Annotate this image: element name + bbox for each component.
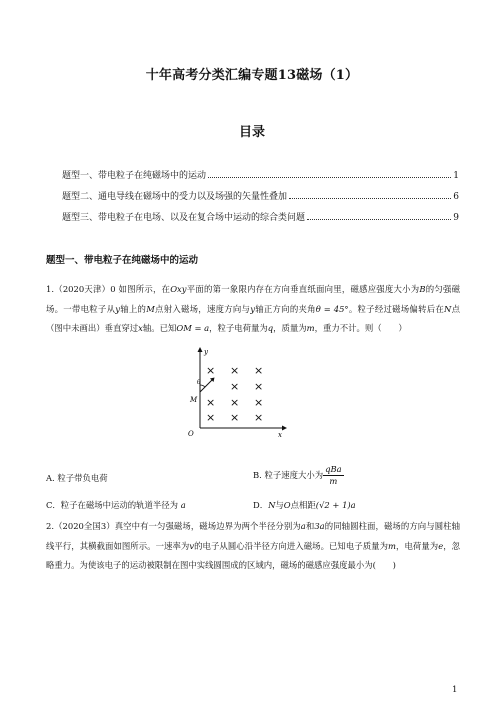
magnetic-field-figure	[170, 340, 300, 445]
theta-label: θ	[197, 379, 201, 386]
x-axis-arrow	[282, 426, 287, 431]
toc-item[interactable]	[62, 202, 459, 223]
question-2-text: 2.（2020全国3）真空中有一匀强磁场，磁场边界为两个半径分别为a和3a的同轴圆柱面，磁场的方向与圆柱轴线平行，其横截面如图所示。一速率为v的电子从圆心沿半径方向进入磁场。已知电子质量为m，电荷量为e，忽略重力。为使该电子的运动被限制在图中实线圆围成的区域内，磁场的磁感应强度最小为( )	[46, 521, 461, 570]
y-axis-label: y	[204, 348, 208, 356]
angle-arc	[200, 385, 205, 387]
field-cross: ×	[206, 396, 216, 409]
velocity-vector	[200, 380, 212, 392]
origin-label: O	[188, 430, 194, 438]
table-of-contents	[62, 160, 459, 223]
field-cross: ×	[254, 380, 264, 393]
field-cross: ×	[230, 396, 240, 409]
page-number: 1	[452, 685, 458, 695]
toc-item-label: 题型一、带电粒子在纯磁场中的运动	[62, 171, 207, 181]
field-cross: ×	[254, 396, 264, 409]
toc-heading: 目录	[238, 125, 265, 140]
toc-leader-dots	[307, 219, 451, 220]
option-d[interactable]: D．N与O点相距(√2 + 1)a	[253, 500, 356, 510]
question-1-text: 1.（2020天津）0 如图所示，在Oxy平面的第一象限内存在方向垂直纸面向里，磁感应强度大小为B的匀强磁场。一带电粒子从y轴上的M点射入磁场，速度方向与y轴正方向的夹角θ = 45°。粒子经过磁场偏转后在N点（图中未画出）垂直穿过x轴。已知OM = a，粒子电荷量为q，质量为m，重力不计。则（ ）	[46, 284, 461, 333]
field-cross: ×	[254, 411, 264, 424]
option-c[interactable]: C．粒子在磁场中运动的轨道半径为 a	[46, 500, 186, 510]
fraction: $\frac{\text{qBa}}{m}$	[325, 464, 342, 486]
toc-leader-dots	[289, 198, 451, 199]
toc-leader-dots	[208, 177, 451, 178]
point-m-label: M	[190, 396, 198, 404]
y-axis-arrow	[198, 347, 203, 352]
field-markers	[206, 364, 263, 424]
field-cross: ×	[206, 411, 216, 424]
field-cross: ×	[230, 364, 240, 377]
toc-item-page: 1	[453, 171, 459, 181]
toc-item-label: 题型二、通电导线在磁场中的受力以及场强的矢量性叠加	[62, 192, 288, 202]
toc-item-label: 题型三、带电粒子在电场、以及在复合场中运动的综合类问题	[62, 213, 306, 223]
field-cross: ×	[254, 364, 264, 377]
field-cross: ×	[230, 411, 240, 424]
option-a[interactable]: A. 粒子带负电荷	[46, 473, 108, 483]
field-cross: ×	[206, 364, 216, 377]
page-title: 十年高考分类汇编专题13磁场（1）	[145, 68, 359, 83]
field-cross: ×	[230, 380, 240, 393]
section-heading: 题型一、带电粒子在纯磁场中的运动	[46, 255, 199, 266]
x-axis-label: x	[278, 431, 282, 439]
option-b[interactable]: B. 粒子速度大小为 $\frac{\text{qBa}}{m}$	[253, 464, 342, 486]
toc-item-page: 6	[453, 192, 459, 202]
toc-item[interactable]	[62, 181, 459, 202]
toc-item-page: 9	[453, 213, 459, 223]
toc-item[interactable]	[62, 160, 459, 181]
